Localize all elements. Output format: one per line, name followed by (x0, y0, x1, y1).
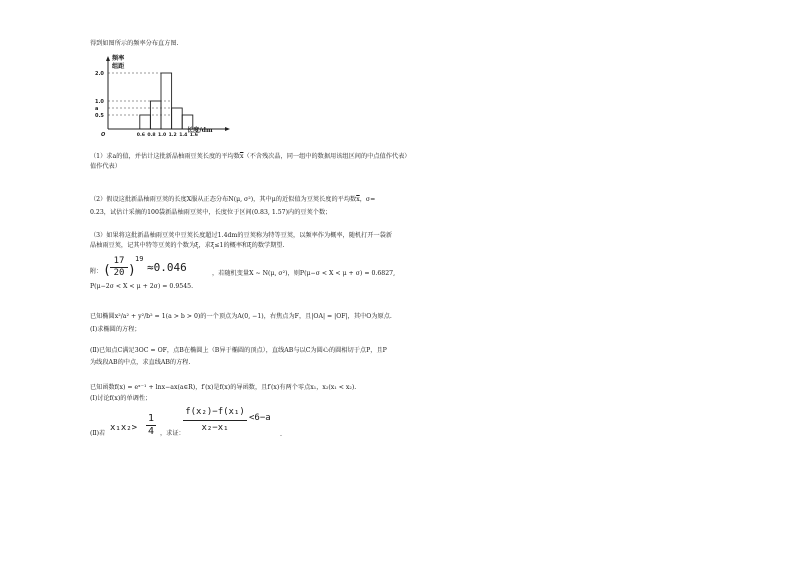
histogram-bar (150, 101, 161, 129)
func-ineq-den: x₂−x₁ (201, 423, 229, 433)
q2-line2: 0.23，试估计采摘的100袋新晶柚雨豆荚中，长度位于区间(0.83, 1.57)内的豆荚个数； (90, 209, 332, 216)
func-part1: (Ⅰ)讨论f(x)的单调性； (90, 395, 152, 402)
intro-text: 得到如图所示的频率分布直方图. (90, 40, 179, 47)
func-part2-prefix: (Ⅱ)若 (90, 430, 106, 437)
histogram-origin-label: O (101, 132, 106, 138)
histogram-xlabel: 长度/dm (187, 127, 213, 134)
histogram-x-arrow (225, 127, 230, 131)
func-line1: 已知函数f(x) = eˣ⁻¹ + lnx−ax(a∈R)，f′(x)是f(x)的导函数，且f′(x)有两个零点x₁，x₂(x₁ < x₂). (90, 384, 357, 391)
histogram-y-arrow (106, 56, 110, 61)
histogram-x-tick-label: 1.0 (158, 133, 167, 138)
histogram-chart (88, 54, 238, 138)
note-frac-den: 20 (113, 268, 125, 278)
q2-line1: （2）假设这批新晶柚雨豆荚的长度X服从正态分布N(μ, σ²)，其中μ的近似值为豆荚长度的平均数$\overline{x}$，σ= (90, 196, 376, 203)
note-exponent: 19 (135, 255, 144, 263)
func-cond-den: 4 (147, 426, 155, 437)
histogram-bar (140, 115, 151, 129)
note-line2: P(μ−2σ < X < μ + 2σ) = 0.9545. (90, 283, 194, 290)
func-ineq-rhs: <6−a (249, 413, 271, 423)
func-ineq-num: f(x₂)−f(x₁) (185, 407, 245, 417)
func-cond-tail: ，求证： (160, 430, 185, 437)
histogram-y-tick-label: 2.0 (95, 71, 104, 77)
func-end: . (280, 431, 282, 438)
func-cond-num: 1 (147, 413, 155, 424)
histogram-x-tick-label: 0.6 (136, 133, 145, 138)
note-frac-num: 17 (113, 256, 125, 266)
histogram-bar (172, 108, 183, 129)
histogram-x-tick-label: 1.6 (189, 133, 198, 138)
histogram-y-tick-label: 1.0 (95, 99, 104, 105)
ellipse-part2: (Ⅱ)已知点C满足3OC = OF，点B在椭圆上（B异于椭圆的顶点），直线AB与以C为圆心的圆相切于点P，且P (90, 347, 387, 354)
histogram-x-tick-label: 1.2 (168, 133, 177, 138)
ellipse-part1: (Ⅰ)求椭圆的方程； (90, 326, 141, 333)
ellipse-part2-cont: 为线段AB的中点，求直线AB的方程. (90, 359, 191, 366)
histogram-x-tick-label: 0.8 (147, 133, 156, 138)
func-ineq-line (183, 420, 247, 421)
q3-line1: （3）如果将这批新晶柚雨豆荚中豆荚长度超过1.4dm的豆荚称为特等豆荚，以频率作为概率，随机打开一袋新 (90, 232, 393, 239)
histogram-ylabel-bottom: 组距 (112, 63, 125, 70)
func-cond-lhs: x₁x₂> (110, 423, 138, 433)
q2-xbar: $\overline{x}$ (356, 196, 360, 203)
note-prefix: 附： (90, 268, 103, 275)
note-tail: ，若随机变量X ~ N(μ, σ²)，则P(μ−σ < X < μ + σ) = 0.6827, (212, 270, 396, 277)
q1-text: （1）求a的值，并估计这批新晶柚雨豆荚长度的平均数$\overline{x}$（不含残次晶，同一组中的数据用该组区间的中点值作代表） (90, 153, 411, 160)
note-approx: ≈0.046 (147, 261, 187, 274)
q1-text-cont: 值作代表） (90, 163, 121, 170)
histogram-bar (161, 73, 172, 129)
histogram-ylabel-top: 频率 (112, 55, 125, 62)
histogram-y-tick-label: 0.5 (95, 113, 104, 119)
histogram-y-tick-label: a (95, 106, 99, 112)
q3-line2: 晶柚雨豆荚，记其中特等豆荚的个数为ξ，求ξ≤1的概率和ξ的数学期望. (90, 242, 285, 249)
q1-xbar: $\overline{x}$ (239, 153, 244, 160)
ellipse-line1: 已知椭圆x²/a² + y²/b² = 1(a > b > 0)的一个顶点为A(0, −1)，右焦点为F，且|OA| = |OF|，其中O为原点. (90, 313, 392, 320)
histogram-x-tick-label: 1.4 (179, 133, 188, 138)
document-page: 得到如图所示的频率分布直方图. 2.0 1.0 a 0.5 O 0.6 0.8 1.0 1.2 1.4 1.6 频率 组距 长度/dm （1）求a的值，并估计这批新晶柚雨豆荚长度的平均数$\overline{x}$（不含残次晶，同一组中的数据用该组区间的中点值作代表） 值作代表） （2）假设这批新晶柚雨豆荚的长度X服从正态分布N(μ, σ²)，其中μ的近似值为豆荚长度的平均数$\overline{x}$，σ= 0.23，试估计采摘的100袋新晶柚雨豆荚中，长度位于区间(0.83, 1.57)内的豆荚个数； （3）如果将这批新晶柚雨豆荚中豆荚长度超过1.4dm的豆荚称为特等豆荚，以频率作为概率，随机打开一袋新 晶柚雨豆荚，记其中特等豆荚的个数为ξ，求ξ≤1的概率和ξ的数学期望. 附： ( 17 20 ) 19 ≈0.046 ，若随机变量X ~ N(μ, σ²)，则P(μ−σ < X < μ + σ) = 0.6827, P(μ−2σ < X < μ + 2σ) = 0.9545. 已知椭圆x²/a² + y²/b² = 1(a > b > 0)的一个顶点为A(0, −1)，右焦点为F，且|OA| = |OF|，其中O为原点. (Ⅰ)求椭圆的方程； (Ⅱ)已知点C满足3OC = OF，点B在椭圆上（B异于椭圆的顶点），直线AB与以C为圆心的圆相切于点P，且P 为线段AB的中点，求直线AB的方程. 已知函数f(x) = eˣ⁻¹ + lnx−ax(a∈R)，f′(x)是f(x)的导函数，且f′(x)有两个零点x₁，x₂(x₁ < x₂). (Ⅰ)讨论f(x)的单调性； (Ⅱ)若 x₁x₂> 1 4 ，求证： f(x₂)−f(x₁) x₂−x₁ <6−a . (90, 40, 411, 438)
